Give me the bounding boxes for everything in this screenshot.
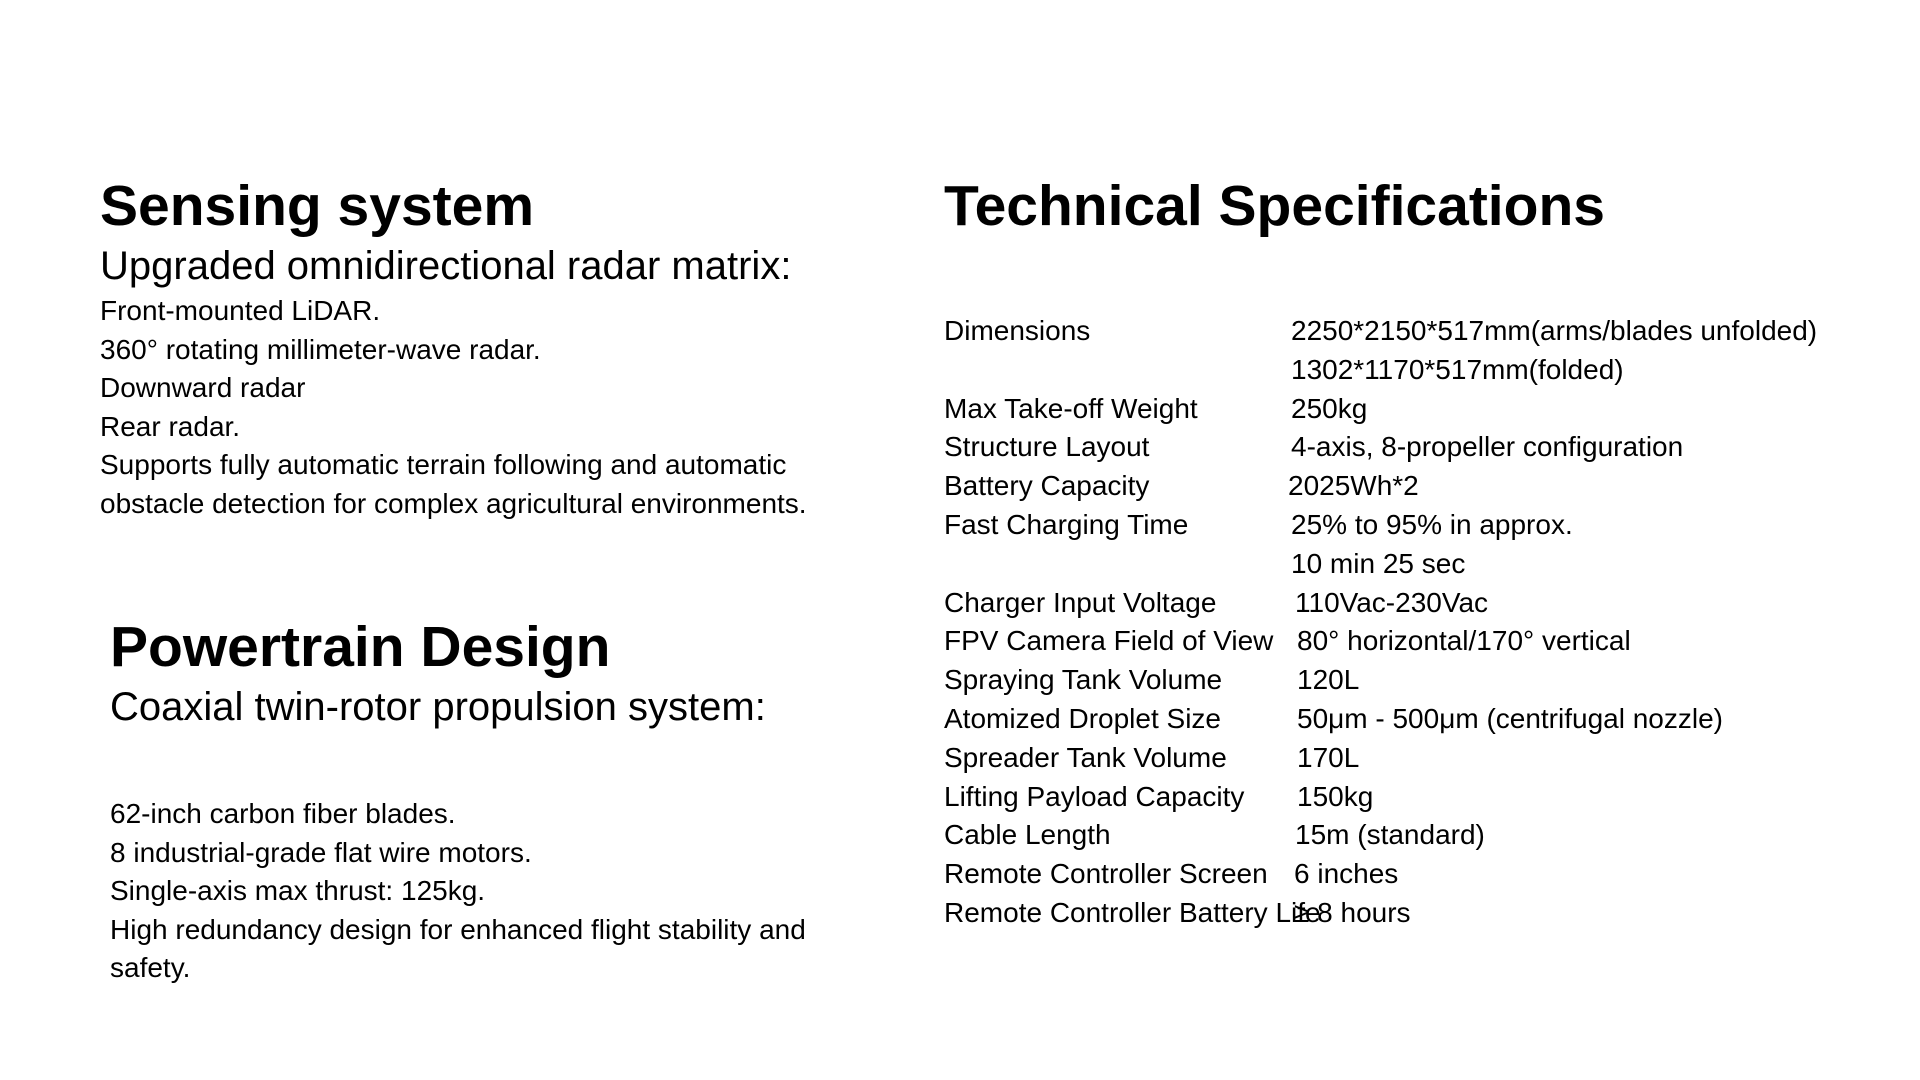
list-item: safety. bbox=[110, 952, 191, 984]
spec-row-structure-layout bbox=[944, 428, 1904, 467]
spec-row-dimensions-folded bbox=[944, 351, 1904, 390]
spec-label: Max Take-off Weight bbox=[944, 392, 1198, 424]
spec-label: Cable Length bbox=[944, 819, 1111, 851]
spec-label: Lifting Payload Capacity bbox=[944, 780, 1245, 812]
spec-value: 120L bbox=[1297, 664, 1360, 696]
list-item: Front-mounted LiDAR. bbox=[100, 295, 381, 326]
spec-label: Fast Charging Time bbox=[944, 508, 1189, 540]
spec-label: Charger Input Voltage bbox=[944, 586, 1217, 618]
spec-value: 50μm - 500μm (centrifugal nozzle) bbox=[1297, 702, 1723, 734]
spec-value: ≥ 8 hours bbox=[1294, 896, 1411, 928]
sensing-system-subtitle: Upgraded omnidirectional radar matrix: bbox=[100, 244, 792, 288]
list-item: obstacle detection for complex agricultural environments. bbox=[100, 487, 807, 519]
sensing-system-list bbox=[100, 292, 900, 524]
list-item: Rear radar. bbox=[100, 410, 241, 442]
spec-label: Spraying Tank Volume bbox=[944, 664, 1223, 696]
spec-label: Spreader Tank Volume bbox=[944, 741, 1227, 773]
spec-value: 170L bbox=[1297, 741, 1360, 773]
spec-row-battery-capacity bbox=[944, 467, 1904, 506]
spec-label: Structure Layout bbox=[944, 431, 1150, 463]
spec-value: 4-axis, 8-propeller configuration bbox=[1291, 431, 1684, 463]
spec-value: 6 inches bbox=[1294, 858, 1399, 890]
spec-value: 150kg bbox=[1297, 780, 1374, 812]
spec-label: FPV Camera Field of View bbox=[944, 625, 1274, 657]
powertrain-design-title: Powertrain Design bbox=[110, 615, 611, 679]
spec-value: 2250*2150*517mm(arms/blades unfolded) bbox=[1291, 315, 1818, 346]
powertrain-design-section bbox=[110, 613, 910, 988]
spec-value: 1302*1170*517mm(folded) bbox=[1291, 353, 1624, 385]
spec-value: 15m (standard) bbox=[1295, 819, 1485, 851]
spec-row-fpv-camera-fov bbox=[944, 622, 1904, 661]
spec-row-remote-controller-battery-life bbox=[944, 894, 1904, 933]
spec-row-remote-controller-screen bbox=[944, 855, 1904, 894]
spec-row-spraying-tank-volume bbox=[944, 661, 1904, 700]
spec-row-fast-charging-time-cont bbox=[944, 545, 1904, 584]
spec-row-max-takeoff-weight bbox=[944, 390, 1904, 429]
list-item: High redundancy design for enhanced flight stability and bbox=[110, 913, 806, 945]
spec-value: 250kg bbox=[1291, 392, 1368, 424]
spec-label: Remote Controller Battery Life bbox=[944, 896, 1321, 928]
list-item: Single-axis max thrust: 125kg. bbox=[110, 875, 486, 907]
spec-value: 25% to 95% in approx. bbox=[1291, 508, 1573, 540]
spec-label: Remote Controller Screen bbox=[944, 858, 1268, 890]
spec-value: 110Vac-230Vac bbox=[1295, 586, 1489, 618]
spec-row-lifting-payload-capacity bbox=[944, 778, 1904, 817]
spec-value: 80° horizontal/170° vertical bbox=[1297, 625, 1631, 657]
list-item: 62-inch carbon fiber blades. bbox=[110, 798, 456, 829]
spec-row-dimensions bbox=[944, 312, 1904, 351]
spec-label: Battery Capacity bbox=[944, 470, 1150, 502]
spec-value: 2025Wh*2 bbox=[1288, 470, 1419, 502]
spec-table bbox=[944, 312, 1904, 933]
technical-specifications-section bbox=[944, 172, 1904, 933]
technical-specifications-title: Technical Specifications bbox=[944, 174, 1605, 238]
spec-row-cable-length bbox=[944, 816, 1904, 855]
list-item: 360° rotating millimeter-wave radar. bbox=[100, 333, 541, 365]
spec-row-atomized-droplet-size bbox=[944, 700, 1904, 739]
spec-row-charger-input-voltage bbox=[944, 584, 1904, 623]
list-item: Supports fully automatic terrain following and automatic bbox=[100, 449, 787, 481]
powertrain-design-subtitle: Coaxial twin-rotor propulsion system: bbox=[110, 685, 766, 729]
list-item: Downward radar bbox=[100, 372, 306, 404]
sensing-system-section bbox=[100, 172, 900, 524]
spec-row-fast-charging-time bbox=[944, 506, 1904, 545]
sensing-system-title: Sensing system bbox=[100, 174, 535, 238]
spec-label: Atomized Droplet Size bbox=[944, 702, 1222, 734]
spec-row-spreader-tank-volume bbox=[944, 739, 1904, 778]
list-item: 8 industrial-grade flat wire motors. bbox=[110, 836, 532, 868]
spec-label: Dimensions bbox=[944, 315, 1091, 346]
powertrain-design-list bbox=[110, 795, 910, 988]
spec-value: 10 min 25 sec bbox=[1291, 547, 1466, 579]
